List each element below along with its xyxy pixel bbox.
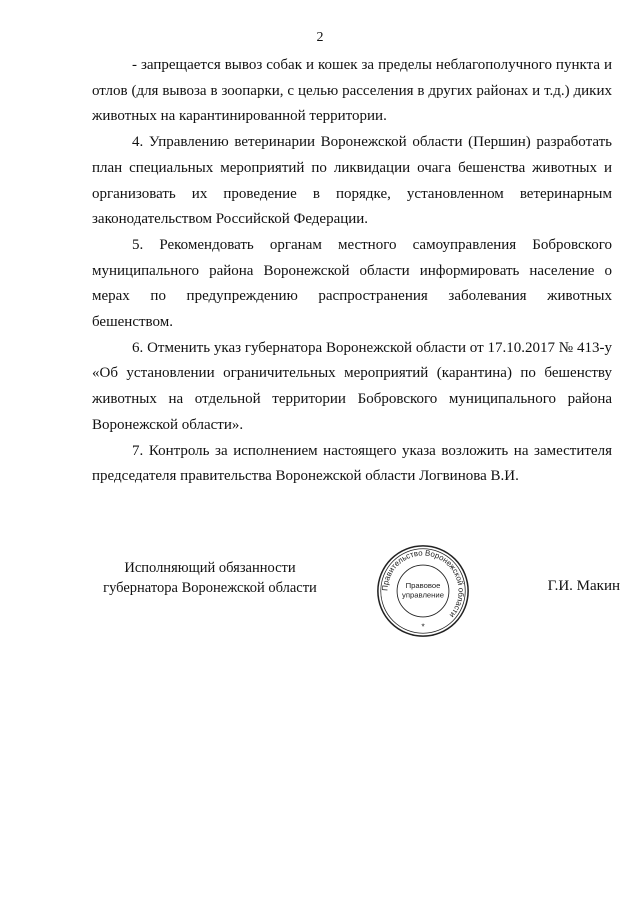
signatory-role-line-2: губернатора Воронежской области: [103, 580, 317, 596]
paragraph-5: 7. Контроль за исполнением настоящего указа возложить на заместителя председателя правительства Воронежской области Логвинова В.И.: [92, 442, 612, 485]
official-stamp: [375, 543, 471, 639]
stamp-star-icon: *: [421, 621, 425, 632]
paragraph-4: 6. Отменить указ губернатора Воронежской области от 17.10.2017 № 413-у «Об установлении ограничительных мероприятий (карантина) по бешенству животных на отдельной территории Бобровского муниципального района Воронежской области».: [92, 339, 612, 433]
stamp-ring-text: Правительство Воронежской области: [380, 548, 466, 620]
stamp-center-line-2: управление: [402, 590, 444, 600]
paragraph-2: 4. Управлению ветеринарии Воронежской области (Першин) разработать план специальных мероприятий по ликвидации очага бешенства животных и организовать их проведение в порядке, установленном ветеринарным законодательством Российской Федерации.: [92, 134, 612, 228]
signatory-role-line-1: Исполняющий обязанности: [124, 560, 296, 576]
signatory-name: Г.И. Макин: [547, 578, 620, 594]
stamp-center-line-1: Правовое: [405, 581, 441, 591]
signatory-role: [90, 558, 330, 598]
paragraph-3: 5. Рекомендовать органам местного самоуправления Бобровского муниципального района Воронежской области информировать население о мерах по предупреждению распространения заболевания животных бешенством.: [92, 236, 612, 331]
paragraph-1: - запрещается вывоз собак и кошек за пределы неблагополучного пункта и отлов (для вывоза в зоопарки, с целью расселения в других районах и т.д.) диких животных на карантинированной территории.: [92, 57, 612, 125]
document-body: [92, 53, 612, 490]
page-number: 2: [316, 30, 324, 45]
